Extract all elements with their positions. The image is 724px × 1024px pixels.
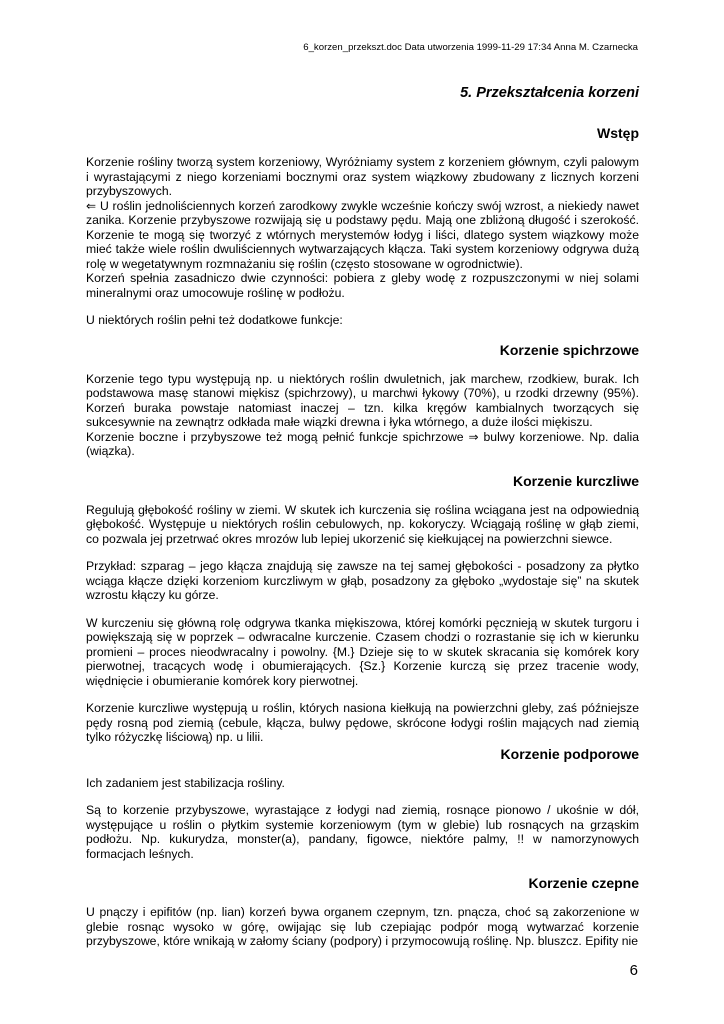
paragraph: Korzenie boczne i przybyszowe też mogą pełnić funkcje spichrzowe ⇒ bulwy korzeniowe. Np. dalia (wiązka). bbox=[86, 429, 639, 458]
heading-wstep: Wstęp bbox=[597, 125, 639, 141]
paragraph: Są to korzenie przybyszowe, wyrastające z łodygi nad ziemią, rosnące pionowo / ukośnie w dół, występujące u roślin o płytkim systemie korzeniowym (tym w glebie) lub rosnących na grząskim podłożu. Np. kukurydza, monster(a), pandany, figowce, niektóre palmy, !! w namorzynowych formacjach leśnych. bbox=[86, 803, 639, 861]
paragraph: Regulują głębokość rośliny w ziemi. W skutek ich kurczenia się roślina wciągana jest na odpowiednią głębokość. Występuje u niektórych roślin cebulowych, np. kokoryczy. Wciągają roślinę w głąb ziemi, co pozwala jej przetrwać okres mrozów lub lepiej ukorzenić się kiełkującej na powierzchni siewce. bbox=[86, 502, 639, 546]
paragraph: ⇐ U roślin jednoliściennych korzeń zarodkowy zwykle wcześnie kończy swój wzrost, a niekiedy nawet zanika. Korzenie przybyszowe rozwijają się u podstawy pędu. Mają one zbliżoną długość i szerokość. Korzenie te mogą się tworzyć z wtórnych merystemów łodyg i liści, dlatego system wiązkowy może mieć także wiele roślin dwuliściennych wytwarzających kłącza. Taki system korzeniowy odgrywa dużą rolę w wegetatywnym rozmnażaniu się roślin (często stosowane w ogrodnictwie). bbox=[86, 198, 639, 271]
paragraph: Przykład: szparag – jego kłącza znajdują się zawsze na tej samej głębokości - posadzony za płytko wciąga kłącze dzięki korzeniom kurczliwym w głąb, posadzony za głęboko „wydostaje się” na skutek wzrostu kłączy ku górze. bbox=[86, 559, 639, 602]
paragraph: U pnączy i epifitów (np. lian) korzeń bywa organem czepnym, tzn. pnącza, choć są zakorzenione w glebie rosnąc wysoko w górę, owijając się lub czepiając podpór mogą wytwarzać korzenie przybyszowe, które wnikają w załomy ściany (podpory) i przymocowują roślinę. Np. bluszcz. Epifity nie bbox=[86, 905, 639, 948]
page-content bbox=[86, 84, 639, 949]
paragraph: U niektórych roślin pełni też dodatkowe funkcje: bbox=[86, 313, 343, 327]
heading-spichrzowe: Korzenie spichrzowe bbox=[499, 341, 639, 358]
running-header: 6_korzen_przekszt.doc Data utworzenia 1999-11-29 17:34 Anna M. Czarnecka bbox=[303, 42, 638, 53]
page-number: 6 bbox=[629, 962, 638, 979]
heading-czepne: Korzenie czepne bbox=[528, 875, 639, 891]
paragraph: Korzenie kurczliwe występują u roślin, których nasiona kiełkują na powierzchni gleby, zaś późniejsze pędy rosną pod ziemią (cebule, kłącza, bulwy pędowe, skrócone łodygi roślin mających nad ziemią tylko różyczkę liściową) np. u lilii. bbox=[86, 701, 639, 744]
heading-podporowe: Korzenie podporowe bbox=[500, 745, 639, 762]
chapter-title: 5. Przekształcenia korzeni bbox=[460, 85, 639, 101]
paragraph: Korzenie rośliny tworzą system korzeniowy, Wyróżniamy system z korzeniem głównym, czyli palowym i wyrastającymi z niego korzeniami bocznymi oraz system wiązkowy zbudowany z licznych korzeni przybyszowych. bbox=[86, 155, 639, 198]
paragraph: Ich zadaniem jest stabilizacja rośliny. bbox=[86, 775, 285, 790]
paragraph: Korzeń spełnia zasadniczo dwie czynności: pobiera z gleby wodę z rozpuszczonymi w niej solami mineralnymi oraz umocowuje roślinę w podłożu. bbox=[86, 271, 639, 300]
paragraph: Korzenie tego typu występują np. u niektórych roślin dwuletnich, jak marchew, rzodkiew, burak. Ich podstawowa masę stanowi miękisz (spichrzowy), u marchwi łykowy (70%), u rzodki drzewny (95%). Korzeń buraka powstaje natomiast inaczej – tzn. kilka kręgów kambialnych tworzących się sukcesywnie na zewnątrz odkłada małe wiązki drewna i łyka wtórnego, a duże ilości miękiszu. bbox=[86, 371, 639, 429]
heading-kurczliwe: Korzenie kurczliwe bbox=[512, 472, 639, 489]
paragraph: W kurczeniu się główną rolę odgrywa tkanka miękiszowa, której komórki pęcznieją w skutek turgoru i powiększają się w poprzek – odwracalne kurczenie. Czasem chodzi o rozrastanie się ich w kierunku promieni – proces nieodwracalny i powolny. {M.} Dzieje się to w skutek skracania się komórek kory pierwotnej, tracących wodę i obumierających. {Sz.} Korzenie kurczą się przez tracenie wody, więdnięcie i obumieranie komórek kory pierwotnej. bbox=[86, 615, 639, 688]
